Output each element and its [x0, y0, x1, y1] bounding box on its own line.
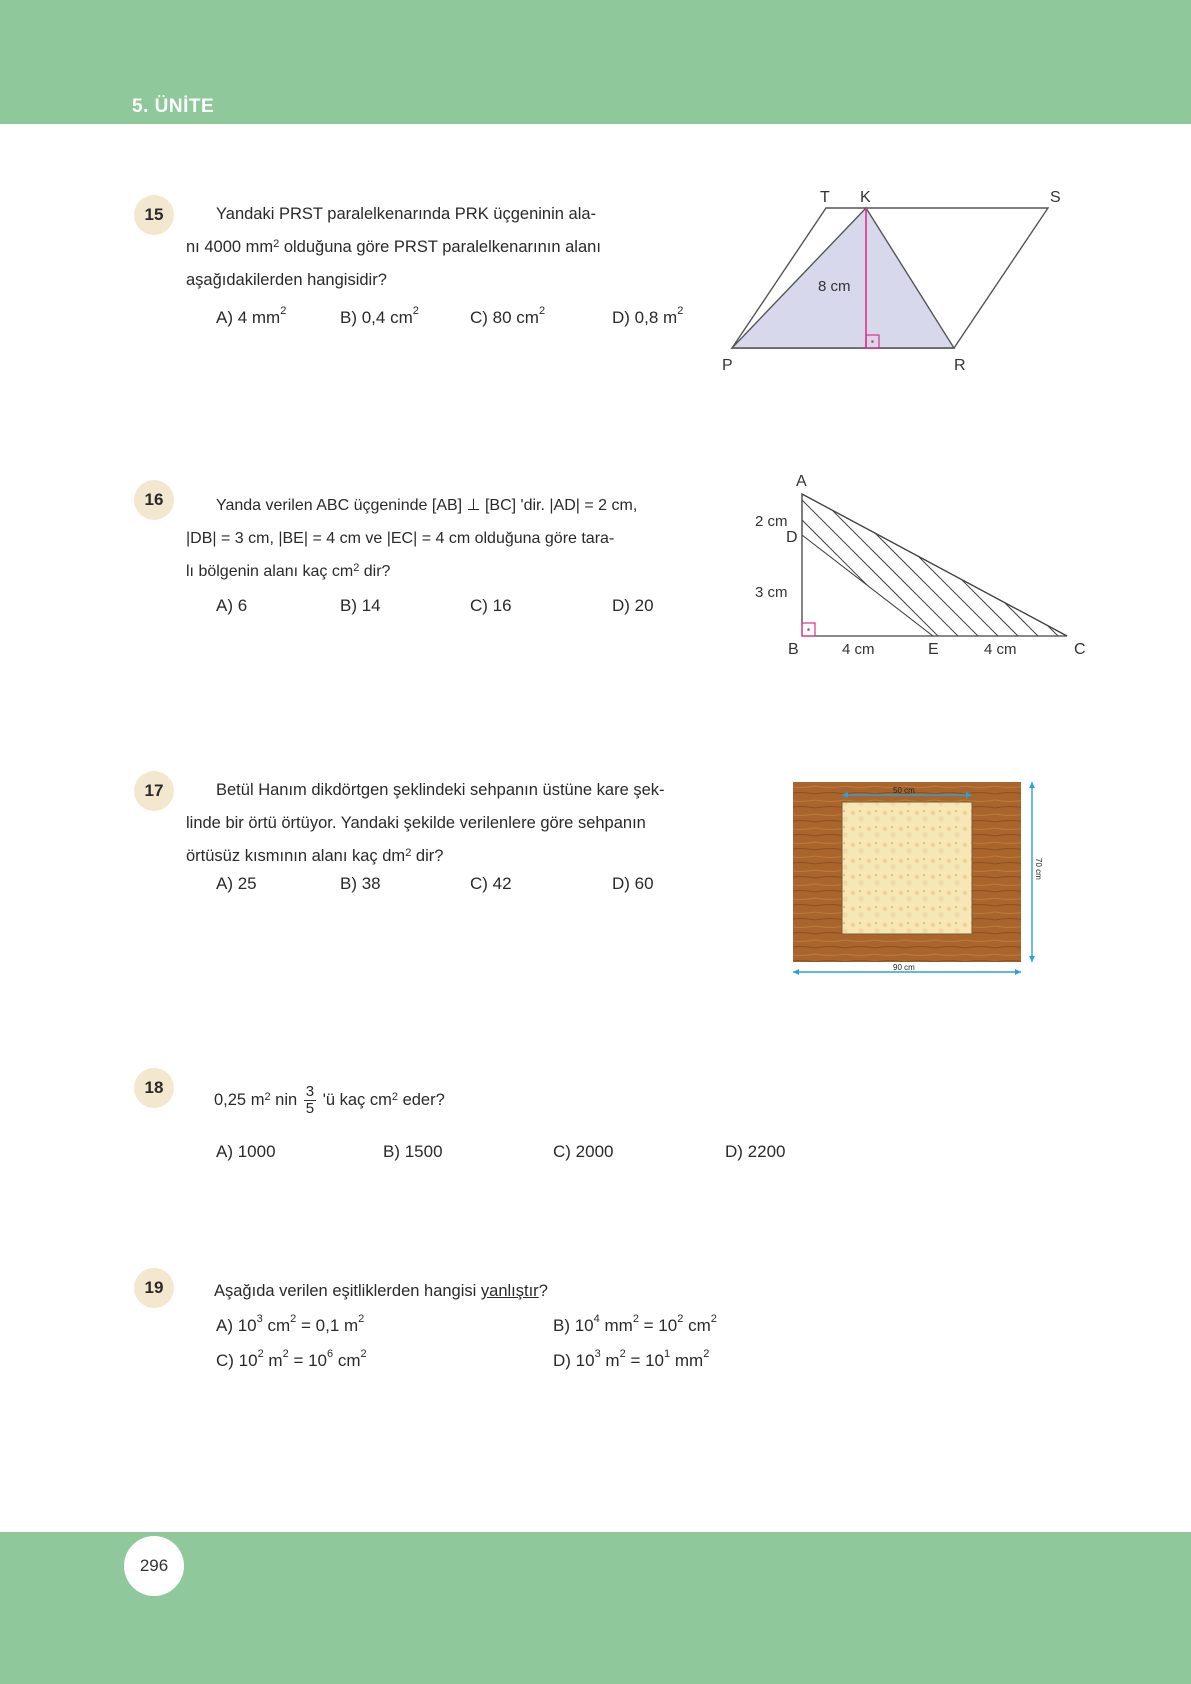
label-height: 8 cm [818, 278, 851, 295]
q15-option-b[interactable]: B) 0,4 $cm^2$ [340, 305, 419, 327]
label-p: P [722, 357, 733, 374]
question-16-text: Yanda verilen ABC üçgeninde [AB] ⊥ [BC] 'dir. |AD| = 2 cm, |DB| = 3 cm, |BE| = 4 cm ve |EC| = 4 cm olduğuna göre tara- lı bölgenin alanı kaç $cm^2$ dir? [186, 497, 638, 580]
q15-line1: Yandaki PRST paralelkenarında PRK üçgeninin ala- [216, 205, 597, 223]
question-number-16: 16 [134, 480, 174, 520]
label-db: 3 cm [755, 584, 788, 601]
question-17-text: Betül Hanım dikdörtgen şeklindeki sehpanın üstüne kare şek- linde bir örtü örtüyor. Yandaki şekilde verilenlere göre sehpanın örtüsüz kısmının alanı kaç $dm^2$ dir? [186, 781, 665, 865]
label-be: 4 cm [842, 641, 875, 658]
parallelogram-figure [710, 180, 1090, 380]
unit-title: 5. ÜNİTE [132, 96, 215, 117]
question-number-15: 15 [134, 195, 174, 235]
q16-option-b[interactable]: B) 14 [340, 596, 381, 615]
label-ec: 4 cm [984, 641, 1017, 658]
q19-option-b[interactable]: B) $10^4$ $mm^2 = 10^2$ $cm^2$ [553, 1313, 717, 1335]
q19-option-c[interactable]: C) $10^2$ $m^2 = 10^6$ $cm^2$ [216, 1348, 367, 1370]
q19-option-d[interactable]: D) $10^3$ $m^2 = 10^1$ $mm^2$ [553, 1348, 710, 1370]
label-s: S [1050, 189, 1061, 206]
label-r: R [954, 357, 966, 374]
table-cloth [842, 802, 972, 934]
shaded-region [750, 468, 1110, 668]
label-a: A [796, 473, 807, 490]
q15-option-d[interactable]: D) 0,8 $m^2$ [612, 305, 684, 327]
q17-option-d[interactable]: D) 60 [612, 874, 654, 893]
label-50cm: 50 cm [893, 786, 915, 795]
label-k: K [860, 189, 871, 206]
q15-option-c[interactable]: C) 80 $cm^2$ [470, 305, 546, 327]
label-t: T [820, 189, 830, 206]
triangle-abc-figure [750, 468, 1110, 668]
q16-option-d[interactable]: D) 20 [612, 596, 654, 615]
q19-option-a[interactable]: A) $10^3$ $cm^2 = 0,1$ $m^2$ [216, 1313, 365, 1335]
question-number-18: 18 [134, 1068, 174, 1108]
q17-option-c[interactable]: C) 42 [470, 874, 512, 893]
question-15-text: Yandaki PRST paralelkenarında PRK üçgeninin ala- nı 4000 $mm^2$ olduğuna göre PRST paralelkenarının alanı aşağıdakilerden hangisidir? [186, 205, 601, 289]
label-ad: 2 cm [755, 513, 788, 530]
question-number-17: 17 [134, 771, 174, 811]
label-90cm: 90 cm [893, 963, 915, 972]
question-18-text: 0,25 $m^2$ nin $\frac{3}{5}$ 'ü kaç $cm^2$ eder? [214, 1083, 445, 1118]
shaded-outline [802, 494, 1067, 636]
q18-option-a[interactable]: A) 1000 [216, 1142, 276, 1161]
q18-option-c[interactable]: C) 2000 [553, 1142, 614, 1161]
label-70cm: 70 cm [1034, 858, 1043, 880]
question-number-19: 19 [134, 1268, 174, 1308]
label-e: E [928, 641, 939, 658]
page-number: 296 [124, 1536, 184, 1596]
q16-option-c[interactable]: C) 16 [470, 596, 512, 615]
q15-option-a[interactable]: A) 4 $mm^2$ [216, 305, 287, 327]
q16-option-a[interactable]: A) 6 [216, 596, 248, 615]
q18-option-b[interactable]: B) 1500 [383, 1142, 443, 1161]
question-19-text: Aşağıda verilen eşitliklerden hangisi yanlıştır? [214, 1282, 548, 1300]
q17-option-b[interactable]: B) 38 [340, 874, 381, 893]
q17-option-a[interactable]: A) 25 [216, 874, 257, 893]
table-cloth-figure [785, 776, 1045, 982]
label-b: B [788, 641, 799, 658]
q18-option-d[interactable]: D) 2200 [725, 1142, 786, 1161]
fraction-3-5: $\frac{3}{5}$ [305, 1083, 315, 1118]
label-c: C [1074, 641, 1086, 658]
label-d: D [786, 529, 798, 546]
